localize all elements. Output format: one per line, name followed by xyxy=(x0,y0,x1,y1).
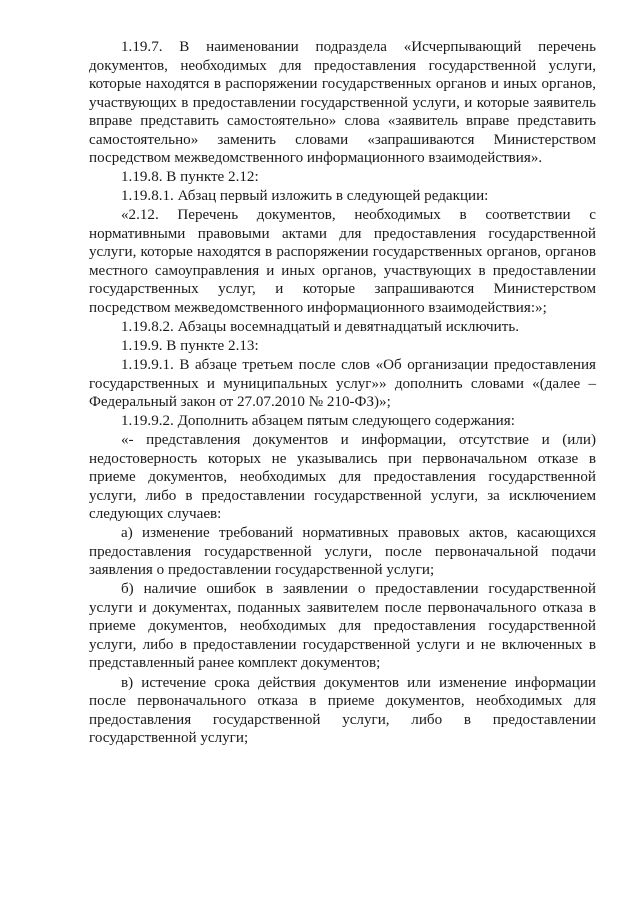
paragraph-1-19-9-1: 1.19.9.1. В абзаце третьем после слов «Об организации предоставления государственных и муниципальных услуг»» дополнить словами «(далее – Федеральный закон от 27.07.2010 № 210-ФЗ)»; xyxy=(89,357,596,411)
paragraph-item-v: в) истечение срока действия документов или изменение информации после первоначального отказа в приеме документов, необходимых для предоставления государственной услуги, либо в предоставлении государственной услуги; xyxy=(89,674,596,747)
paragraph-quote-2-12: «2.12. Перечень документов, необходимых в соответствии с нормативными правовыми актами для предоставления государственной услуги, которые находятся в распоряжении государственных органов, органов местного самоуправления и иных органов, участвующих в предоставлении государственных услуг, и которые запрашиваются Министерством посредством межведомственного информационного взаимодействия:»; xyxy=(89,207,596,316)
paragraph-1-19-9: 1.19.9. В пункте 2.13: xyxy=(121,337,259,354)
paragraph-1-19-8-2: 1.19.8.2. Абзацы восемнадцатый и девятнадцатый исключить. xyxy=(121,318,519,335)
paragraph-item-a: а) изменение требований нормативных правовых актов, касающихся предоставления государственной услуги, после первоначальной подачи заявления о предоставлении государственной услуги; xyxy=(89,525,596,579)
paragraph-1-19-8: 1.19.8. В пункте 2.12: xyxy=(121,169,259,186)
paragraph-1-19-9-2: 1.19.9.2. Дополнить абзацем пятым следующего содержания: xyxy=(121,413,515,430)
paragraph-1-19-7: 1.19.7. В наименовании подраздела «Исчерпывающий перечень документов, необходимых для предоставления государственной услуги, которые находятся в распоряжении государственных органов и иных органов, участвующих в предоставлении государственной услуги, и которые заявитель вправе представить самостоятельно» слова «заявитель вправе представить самостоятельно» заменить словами «запрашиваются Министерством посредством межведомственного информационного взаимодействия». xyxy=(89,39,596,166)
document-page xyxy=(89,38,596,748)
paragraph-quote-documents: «- представления документов и информации, отсутствие и (или) недостоверность которых не указывались при первоначальном отказе в приеме документов, необходимых для предоставления государственной услуги, либо в предоставлении государственной услуги, за исключением следующих случаев: xyxy=(89,432,596,523)
paragraph-1-19-8-1: 1.19.8.1. Абзац первый изложить в следующей редакции: xyxy=(121,188,489,205)
paragraph-item-b: б) наличие ошибок в заявлении о предоставлении государственной услуги и документах, поданных заявителем после первоначального отказа в приеме документов, необходимых для предоставления государственной услуги, либо в предоставлении государственной услуги и не включенных в представленный ранее комплект документов; xyxy=(89,581,596,672)
